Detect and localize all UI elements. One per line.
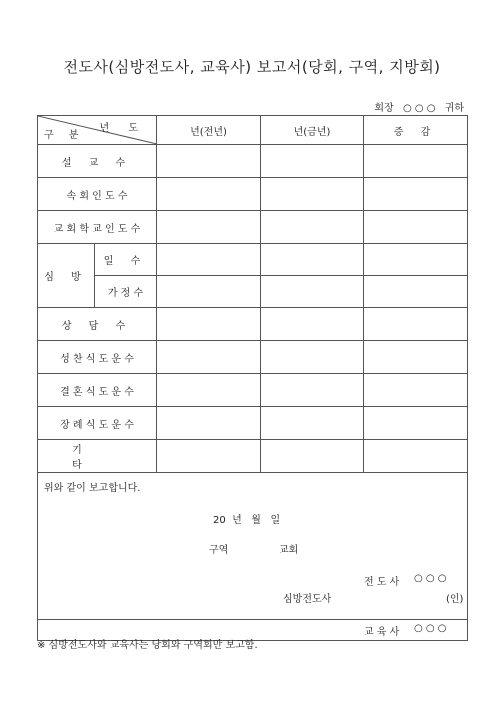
church-label: 교회 (279, 545, 299, 556)
cell-input[interactable] (261, 211, 364, 244)
cell-input[interactable] (364, 308, 468, 341)
cell-input[interactable] (261, 341, 364, 374)
row-label-other: 기 타 (38, 440, 157, 473)
row-label-visit-homes: 가 정 수 (95, 276, 157, 308)
edu-name: ○ ○ ○ (414, 623, 447, 634)
footnote: ※ 심방전도사와 교육사는 당회와 구역회만 보고함. (37, 640, 258, 651)
statement: 위와 같이 보고합니다. (44, 483, 141, 494)
recipient-suffix: 귀하 (444, 103, 464, 114)
recipient-label: 회장 (374, 103, 394, 114)
header-diagonal-cell (38, 116, 157, 145)
cell-input[interactable] (157, 178, 261, 211)
cell-input[interactable] (157, 407, 261, 440)
year-label: 년 도 (99, 123, 146, 134)
cell-input[interactable] (364, 407, 468, 440)
cell-input[interactable] (364, 178, 468, 211)
visit-preacher-label: 심방전도사 (283, 594, 332, 605)
row-label-visit-days: 일 수 (95, 244, 157, 276)
document-title: 전도사(심방전도사, 교육사) 보고서(당회, 구역, 지방회) (63, 58, 441, 76)
row-label-communion: 성 찬 식 도 운 수 (38, 341, 157, 374)
cell-input[interactable] (364, 374, 468, 407)
cell-input[interactable] (364, 276, 468, 308)
seal-mark: (인) (446, 594, 464, 605)
cell-input[interactable] (364, 341, 468, 374)
report-date: 20 년 월 일 (213, 515, 281, 526)
col-change: 증 감 (364, 116, 468, 145)
cell-input[interactable] (261, 407, 364, 440)
preacher-name: ○ ○ ○ (414, 573, 447, 584)
row-label-visitation: 심 방 (38, 244, 95, 308)
cell-input[interactable] (364, 211, 468, 244)
recipient-line (368, 99, 464, 114)
cell-input[interactable] (261, 145, 364, 178)
row-label-counseling: 상 담 수 (38, 308, 157, 341)
row-label-sermons: 설 교 수 (38, 145, 157, 178)
cell-input[interactable] (157, 440, 261, 473)
cell-input[interactable] (261, 308, 364, 341)
cell-input[interactable] (157, 244, 261, 276)
row-label-class-meetings: 속 회 인 도 수 (38, 178, 157, 211)
col-prev-year: 년(전년) (157, 116, 261, 145)
cell-input[interactable] (364, 145, 468, 178)
row-label-church-school: 교 회 학 교 인 도 수 (38, 211, 157, 244)
cell-input[interactable] (261, 276, 364, 308)
cell-input[interactable] (261, 374, 364, 407)
cell-input[interactable] (157, 374, 261, 407)
cell-input[interactable] (364, 440, 468, 473)
cell-input[interactable] (261, 440, 364, 473)
report-table (37, 115, 468, 641)
cell-input[interactable] (364, 244, 468, 276)
cell-input[interactable] (157, 211, 261, 244)
district-label: 구역 (209, 545, 229, 556)
cell-input[interactable] (157, 308, 261, 341)
row-label-funeral: 장 례 식 도 운 수 (38, 407, 157, 440)
edu-label: 교 육 사 (364, 627, 400, 638)
preacher-label: 전 도 사 (364, 577, 400, 588)
footer-cell (38, 473, 468, 620)
row-label-wedding: 결 혼 식 도 운 수 (38, 374, 157, 407)
cell-input[interactable] (157, 145, 261, 178)
category-label: 구 분 (44, 130, 85, 141)
cell-input[interactable] (261, 178, 364, 211)
col-curr-year: 년(금년) (261, 116, 364, 145)
cell-input[interactable] (157, 276, 261, 308)
cell-input[interactable] (157, 341, 261, 374)
cell-input[interactable] (261, 244, 364, 276)
recipient-name: ○ ○ ○ (402, 103, 436, 114)
